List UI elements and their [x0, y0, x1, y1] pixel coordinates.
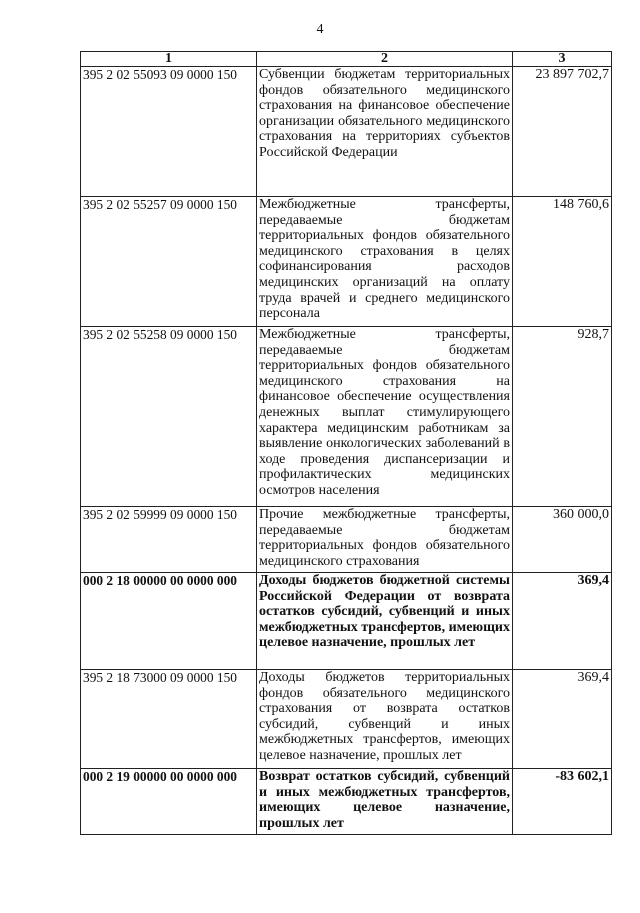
- revenue-description: Возврат остатков субсидий, субвенций и иных межбюджетных трансфертов, имеющих целевое назначение, прошлых лет: [257, 769, 513, 835]
- amount-value: -83 602,1: [513, 769, 612, 835]
- column-header-description: 2: [257, 52, 513, 67]
- budget-code: 395 2 02 59999 09 0000 150: [81, 507, 257, 573]
- budget-code: 395 2 02 55257 09 0000 150: [81, 197, 257, 327]
- table-row: [81, 197, 612, 327]
- column-header-code: 1: [81, 52, 257, 67]
- revenue-description: Межбюджетные трансферты, передаваемые бюджетам территориальных фондов обязательного медицинского страхования на финансовое обеспечение осуществления денежных выплат стимулирующего характера медицинским работникам за выявление онкологических заболеваний в ходе проведения диспансеризации и профилактических медицинских осмотров населения: [257, 327, 513, 507]
- amount-value: 369,4: [513, 670, 612, 769]
- revenue-description: Доходы бюджетов территориальных фондов обязательного медицинского страхования от возврата остатков субсидий, субвенций и иных межбюджетных трансфертов, имеющих целевое назначение, прошлых лет: [257, 670, 513, 769]
- table-row: [81, 327, 612, 507]
- revenue-description: Доходы бюджетов бюджетной системы Российской Федерации от возврата остатков субсидий, субвенций и иных межбюджетных трансфертов, имеющих целевое назначение, прошлых лет: [257, 573, 513, 670]
- column-header-amount: 3: [513, 52, 612, 67]
- amount-value: 369,4: [513, 573, 612, 670]
- budget-code: 000 2 19 00000 00 0000 000: [81, 769, 257, 835]
- amount-value: 928,7: [513, 327, 612, 507]
- table-row: [81, 507, 612, 573]
- budget-code: 000 2 18 00000 00 0000 000: [81, 573, 257, 670]
- table-row: [81, 670, 612, 769]
- revenue-description: Межбюджетные трансферты, передаваемые бюджетам территориальных фондов обязательного медицинского страхования в целях софинансирования расходов медицинских организаций на оплату труда врачей и среднего медицинского персонала: [257, 197, 513, 327]
- table-header-row: [81, 52, 612, 67]
- amount-value: 23 897 702,7: [513, 67, 612, 197]
- revenue-description: Прочие межбюджетные трансферты, передаваемые бюджетам территориальных фондов обязательного медицинского страхования: [257, 507, 513, 573]
- page-number: 4: [316, 22, 324, 37]
- table-row: [81, 769, 612, 835]
- amount-value: 148 760,6: [513, 197, 612, 327]
- budget-code: 395 2 02 55258 09 0000 150: [81, 327, 257, 507]
- budget-code: 395 2 18 73000 09 0000 150: [81, 670, 257, 769]
- revenue-description: Субвенции бюджетам территориальных фондов обязательного медицинского страхования на финансовое обеспечение организации обязательного медицинского страхования на территориях субъектов Российской Федерации: [257, 67, 513, 197]
- revenue-table: [80, 51, 612, 835]
- table-row: [81, 573, 612, 670]
- table-row: [81, 67, 612, 197]
- amount-value: 360 000,0: [513, 507, 612, 573]
- budget-code: 395 2 02 55093 09 0000 150: [81, 67, 257, 197]
